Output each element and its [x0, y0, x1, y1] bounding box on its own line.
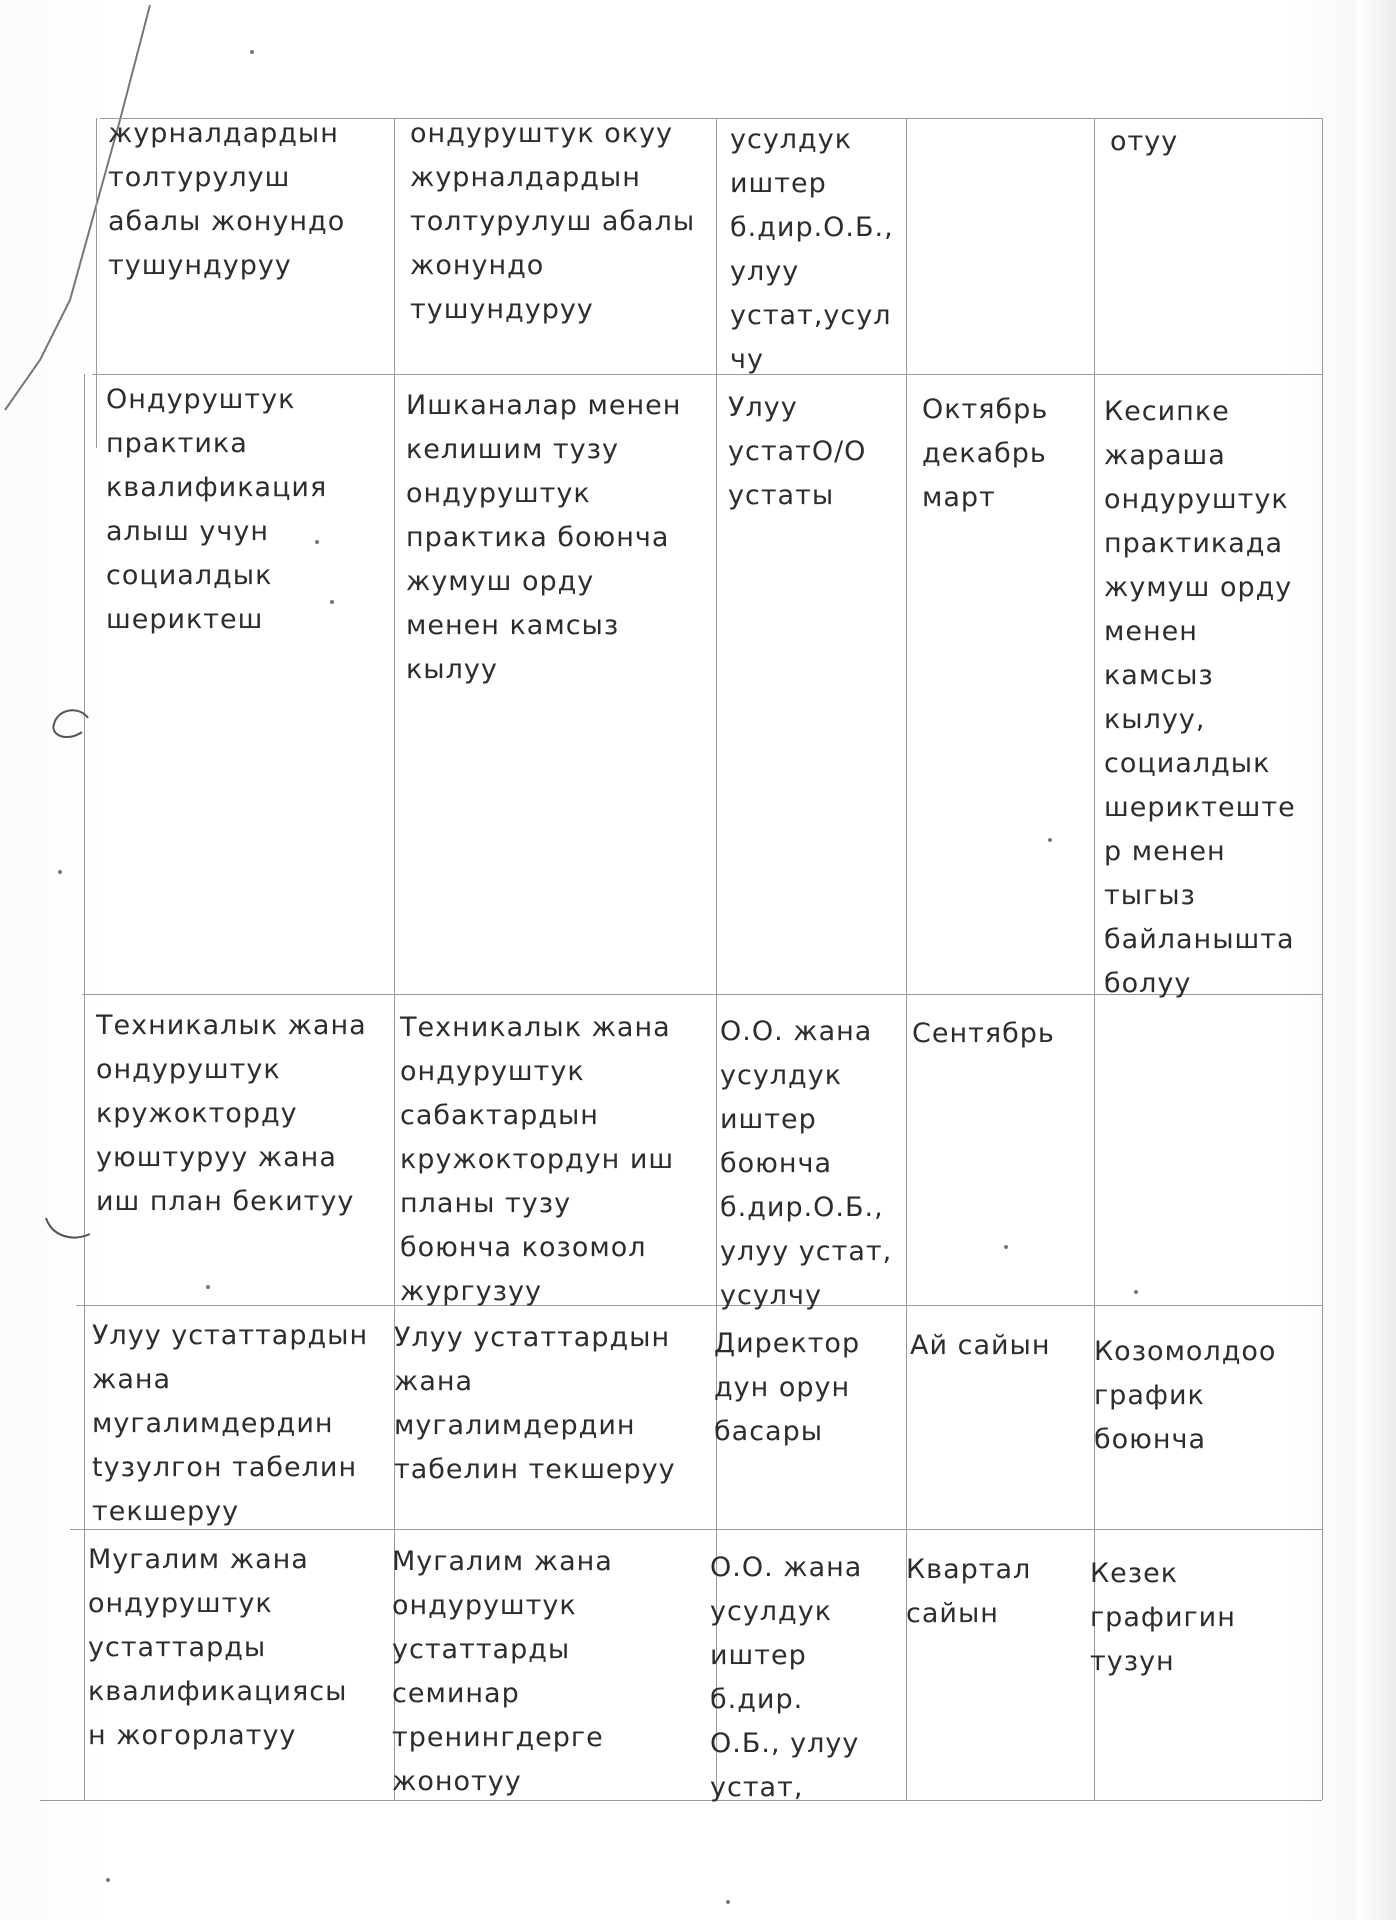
scan-speck [726, 1900, 730, 1904]
page-shadow-edge [1356, 0, 1396, 1920]
scan-speck [250, 50, 254, 54]
table-cell-event: Улуу устаттардын жана мугалимдердин tузулгон табелин текшеруу [92, 1320, 369, 1527]
table-cell-responsible: О.О. жана усулдук иштер боюнча б.дир.О.Б., улуу устат, усулчу [720, 1016, 893, 1311]
table-cell-responsible: Директор дун орун басары [714, 1328, 861, 1447]
table-cell-content: Мугалим жана ондуруштук устаттарды семинар тренингдерге жонотуу [392, 1546, 613, 1797]
scan-speck [1048, 838, 1052, 842]
table-cell-content: Улуу устаттардын жана мугалимдердин табелин текшеруу [394, 1322, 676, 1485]
table-cell-responsible: О.О. жана усулдук иштер б.дир. О.Б., улуу устат, [710, 1552, 863, 1803]
table-cell-content: Техникалык жана ондуруштук сабактардын кружоктордун иш планы тузу боюнча козомол жургузуу [400, 1012, 675, 1307]
table-cell-result: Кезек графигин тузун [1090, 1558, 1236, 1677]
table-cell-result: отуу [1110, 126, 1179, 157]
table-cell-period: Октябрь декабрь март [922, 394, 1049, 513]
table-cell-event: Техникалык жана ондуруштук кружокторду уюштуруу жана иш план бекитуу [96, 1010, 367, 1217]
scan-speck [206, 1285, 210, 1289]
table-cell-period: Ай сайын [910, 1330, 1051, 1361]
table-cell-result: Кесипке жараша ондуруштук практикада жумуш орду менен камсыз кылуу, социалдык шериктеште р менен тыгыз байланышта болуу [1104, 396, 1296, 999]
column-divider [1094, 118, 1095, 1800]
scan-speck [106, 1878, 110, 1882]
scan-speck [330, 600, 334, 604]
column-divider [96, 118, 97, 448]
scan-speck [315, 540, 319, 544]
scan-speck [1134, 1290, 1138, 1294]
table-cell-content: Ишканалар менен келишим тузу ондуруштук практика боюнча жумуш орду менен камсыз кылуу [406, 390, 682, 685]
table-cell-responsible: Улуу устатО/О устаты [728, 392, 867, 511]
table-right-border [1322, 118, 1323, 1800]
binder-hole-mark [40, 1210, 100, 1250]
table-cell-period: Сентябрь [912, 1018, 1055, 1049]
table-cell-event: Мугалим жана ондуруштук устаттарды квалификациясы н жогорлатуу [88, 1544, 348, 1751]
scan-speck [58, 870, 62, 874]
row-divider [92, 374, 1322, 375]
scan-speck [1004, 1245, 1008, 1249]
column-divider [84, 374, 85, 1800]
table-cell-period: Квартал сайын [906, 1554, 1032, 1629]
table-cell-result: Козомолдоо график боюнча [1094, 1336, 1277, 1455]
binder-hole-mark [40, 700, 100, 750]
table-cell-content: ондуруштук окуу журналдардын толтурулуш абалы жонундо тушундуруу [410, 118, 696, 325]
table-cell-event: журналдардын толтурулуш абалы жонундо тушундуруу [108, 118, 346, 281]
table-cell-responsible: усулдук иштер б.дир.О.Б., улуу устат,усул чу [730, 124, 894, 375]
table-cell-event: Ондуруштук практика квалификация алыш учун социалдык шериктеш [106, 384, 328, 635]
